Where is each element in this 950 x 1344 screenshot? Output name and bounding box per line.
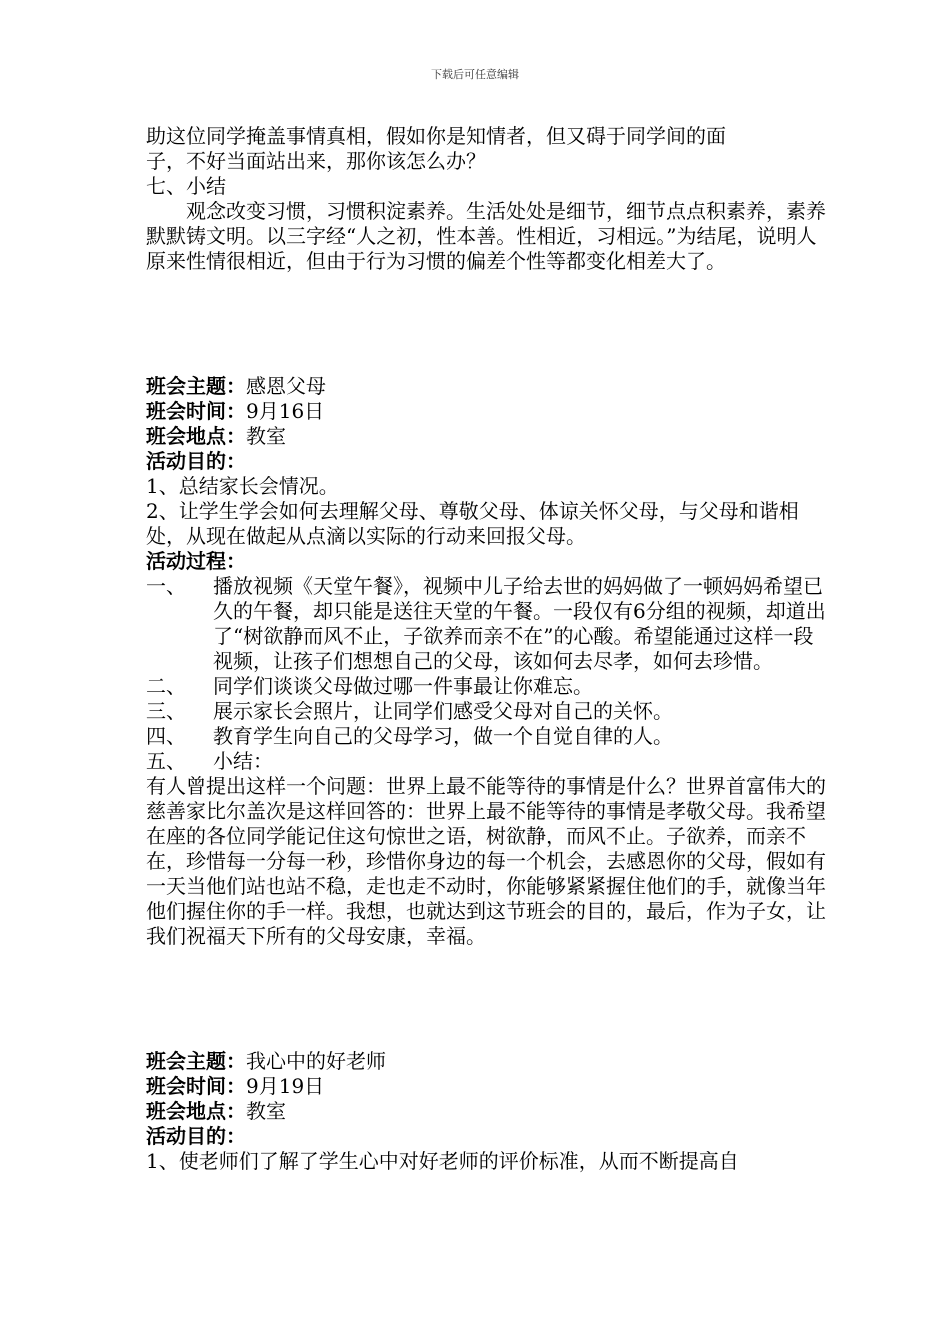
process-step: [146, 674, 826, 699]
previous-section: [146, 124, 826, 274]
page-header: 下载后可任意编辑: [431, 68, 519, 81]
theme-value: 感恩父母: [246, 374, 326, 398]
goal-item: 1、使老师们了解了学生心中对好老师的评价标准，从而不断提高自: [146, 1149, 739, 1173]
time-row: [146, 399, 826, 424]
process-step: [146, 699, 826, 724]
text-line: 助这位同学掩盖事情真相，假如你是知情者，但又碍于同学间的面: [146, 124, 726, 148]
step-text: 教育学生向自己的父母学习，做一个自觉自律的人。: [213, 724, 673, 748]
place-label: 班会地点：: [146, 424, 246, 448]
theme-label: 班会主题：: [146, 1049, 246, 1073]
time-value: 9月16日: [246, 399, 325, 423]
document-body: [146, 124, 826, 1174]
time-row: [146, 1074, 826, 1099]
goal-heading: 活动目的：: [146, 449, 246, 473]
step-text: 同学们谈谈父母做过哪一件事最让你难忘。: [213, 674, 593, 698]
place-value: 教室: [246, 424, 286, 448]
process-heading: 活动过程：: [146, 549, 246, 573]
time-label: 班会时间：: [146, 399, 246, 423]
goal-item: 2、让学生学会如何去理解父母、尊敬父母、体谅关怀父母，与父母和谐相处，从现在做起从点滴以实际的行动来回报父母。: [146, 499, 799, 548]
place-label: 班会地点：: [146, 1099, 246, 1123]
meeting-plan-1: [146, 374, 826, 949]
place-row: [146, 1099, 826, 1124]
theme-row: [146, 1049, 826, 1074]
time-value: 9月19日: [246, 1074, 325, 1098]
meeting-plan-2: [146, 1049, 826, 1174]
step-text: 展示家长会照片，让同学们感受父母对自己的关怀。: [213, 699, 673, 723]
conclusion-paragraph: 有人曾提出这样一个问题：世界上最不能等待的事情是什么？世界首富伟大的慈善家比尔盖次是这样回答的：世界上最不能等待的事情是孝敬父母。我希望在座的各位同学能记住这句惊世之语，树欲静，而风不止。子欲养，而亲不在，珍惜每一分每一秒，珍惜你身边的每一个机会，去感恩你的父母，假如有一天当他们站也站不稳，走也走不动时，你能够紧紧握住他们的手，就像当年他们握住你的手一样。我想，也就达到这节班会的目的，最后，作为子女，让我们祝福天下所有的父母安康，幸福。: [146, 774, 826, 948]
time-label: 班会时间：: [146, 1074, 246, 1098]
theme-row: [146, 374, 826, 399]
step-number: 一、: [146, 574, 186, 598]
process-step: [146, 749, 826, 774]
text-line: 子，不好当面站出来，那你该怎么办？: [146, 149, 486, 173]
step-number: 二、: [146, 674, 186, 698]
goal-item: 1、总结家长会情况。: [146, 474, 339, 498]
summary-paragraph: 观念改变习惯，习惯积淀素养。生活处处是细节，细节点点积素养，素养默默铸文明。以三字经“人之初，性本善。性相近，习相远。”为结尾，说明人原来性情很相近，但由于行为习惯的偏差个性等都变化相差大了。: [146, 199, 826, 273]
step-number: 四、: [146, 724, 186, 748]
step-text: 小结：: [213, 749, 273, 773]
theme-value: 我心中的好老师: [246, 1049, 386, 1073]
theme-label: 班会主题：: [146, 374, 246, 398]
step-text: 播放视频《天堂午餐》，视频中儿子给去世的妈妈做了一顿妈妈希望已久的午餐，却只能是送往天堂的午餐。一段仅有6分组的视频，却道出了“树欲静而风不止，子欲养而亲不在”的心酸。希望能通过这样一段视频，让孩子们想想自己的父母，该如何去尽孝，如何去珍惜。: [213, 574, 826, 673]
step-number: 三、: [146, 699, 186, 723]
process-step: [146, 724, 826, 749]
process-step: [146, 574, 826, 674]
step-number: 五、: [146, 749, 186, 773]
place-value: 教室: [246, 1099, 286, 1123]
place-row: [146, 424, 826, 449]
section-heading: 七、小结: [146, 174, 226, 198]
goal-heading: 活动目的：: [146, 1124, 246, 1148]
